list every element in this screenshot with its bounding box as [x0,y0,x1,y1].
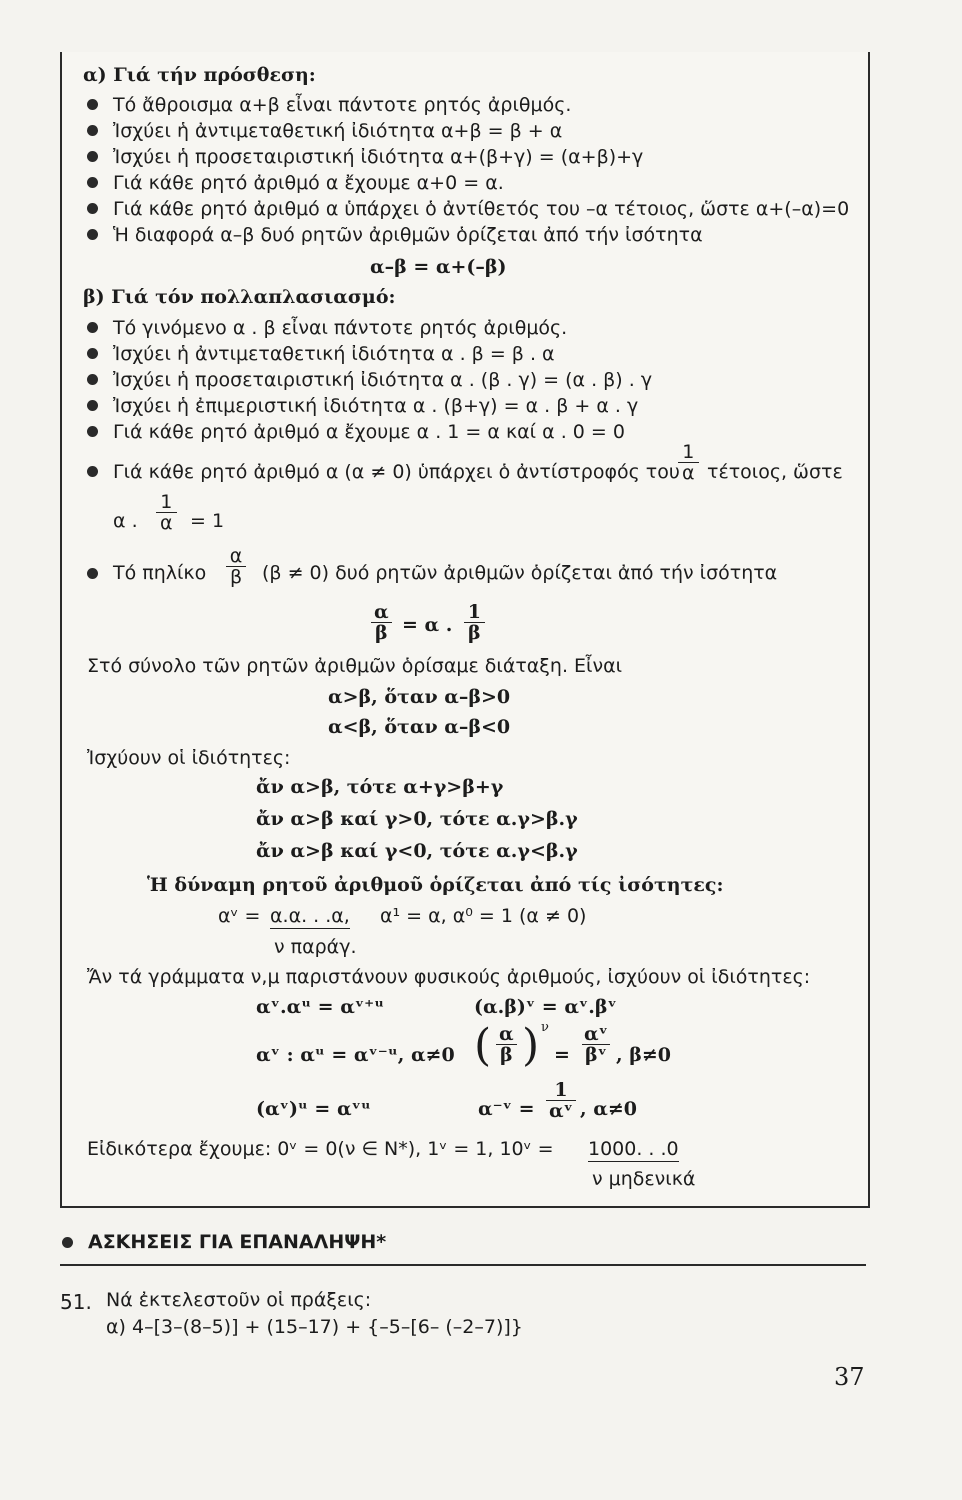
power-special-label: ν μηδενικά [592,1168,696,1190]
multiplication-heading: β) Γιά τόν πολλαπλασιασμό: [83,286,396,308]
quotient-formula-right-denominator: β [464,622,485,643]
ordering-prop: ἄν α>β καί γ<0, τότε α.γ<β.γ [256,840,578,862]
power-law-result-numerator: αᵛ [583,1023,608,1045]
exercise-number: 51. [60,1290,92,1314]
addition-item: Γιά κάθε ρητό ἀριθμό α ἔχουμε α+0 = α. [113,172,504,194]
bullet-icon [87,568,98,579]
inverse-eq-right: = 1 [190,510,225,532]
power-special-cases: Εἰδικότερα ἔχουμε: 0ᵛ = 0(ν ∈ N*), 1ᵛ = 1, 10ᵛ = [87,1138,554,1160]
power-law-exponent: ν [541,1020,549,1035]
ordering-props-label: Ἰσχύουν οἱ ἰδιότητες: [87,747,291,769]
difference-formula: α–β = α+(–β) [370,256,507,278]
exercises-heading: ΑΣΚΗΣΕΙΣ ΓΙΑ ΕΠΑΝΑΛΗΨΗ* [88,1231,387,1253]
multiplication-item: Τό γινόμενο α . β εἶναι πάντοτε ρητός ἀριθμός. [113,317,568,339]
section-divider [60,1264,866,1266]
exercise-item-a: α) 4–[3–(8–5)] + (15–17) + {–5–[6– (–2–7)]} [106,1316,523,1338]
power-law-product-base: (α.β)ᵛ = αᵛ.βᵛ [474,996,617,1018]
power-def-rest: α¹ = α, α⁰ = 1 (α ≠ 0) [380,905,587,927]
power-law-base-fraction [496,1024,517,1065]
power-law-result-denominator: βᵛ [582,1044,610,1065]
addition-item: Γιά κάθε ρητό ἀριθμό α ὑπάρχει ὁ ἀντίθετός του –α τέτοιος, ὥστε α+(–α)=0 [113,198,850,220]
bullet-icon [87,125,98,136]
addition-item: Ἰσχύει ἡ προσεταιριστική ἰδιότητα α+(β+γ) = (α+β)+γ [113,146,644,168]
quotient-text-a: Τό πηλίκο [113,562,207,584]
quotient-formula-mid: = α . [402,614,453,636]
bullet-icon [87,466,98,477]
power-law-negative-numerator: 1 [554,1079,568,1101]
bullet-icon [87,374,98,385]
bullet-icon [87,322,98,333]
multiplication-item: Γιά κάθε ρητό ἀριθμό α ἔχουμε α . 1 = α καί α . 0 = 0 [113,421,625,443]
addition-item: Ἰσχύει ἡ ἀντιμεταθετική ἰδιότητα α+β = β + α [113,120,563,142]
bullet-icon [87,177,98,188]
ordering-intro: Στό σύνολο τῶν ρητῶν ἀριθμῶν ὁρίσαμε διάταξη. Εἶναι [87,655,623,677]
quotient-formula-denominator: β [371,622,392,643]
addition-heading: α) Γιά τήν πρόσθεση: [83,64,316,86]
power-def-brace-label: ν παράγ. [274,936,357,958]
multiplication-item: Ἰσχύει ἡ ἀντιμεταθετική ἰδιότητα α . β = β . α [113,343,555,365]
multiplication-item: Ἰσχύει ἡ ἐπιμεριστική ἰδιότητα α . (β+γ) = α . β + α . γ [113,395,639,417]
bullet-icon [87,400,98,411]
quotient-text-b: (β ≠ 0) δυό ρητῶν ἀριθμῶν ὁρίζεται ἀπό τήν ἰσότητα [262,562,778,584]
inverse-eq-left: α . [113,510,138,532]
addition-item: Ἡ διαφορά α–β δυό ρητῶν ἀριθμῶν ὁρίζεται ἀπό τήν ἰσότητα [113,224,703,246]
equals-sign: = [554,1044,570,1066]
power-special-thousand: 1000. . .0 [588,1138,679,1160]
bullet-icon [87,151,98,162]
inverse-denominator: α [678,462,699,483]
power-law-negative-denominator: αᵛ [546,1100,576,1121]
power-law-quotient: αᵛ : αᵘ = αᵛ⁻ᵘ, α≠0 [256,1044,455,1066]
power-law-condition: , β≠0 [616,1044,671,1066]
quotient-numerator: α [229,545,243,567]
inverse-eq-numerator: 1 [160,491,173,513]
multiplication-item: Ἰσχύει ἡ προσεταιριστική ἰδιότητα α . (β . γ) = (α . β) . γ [113,369,653,391]
addition-item: Τό ἄθροισμα α+β εἶναι πάντοτε ρητός ἀριθμός. [113,94,572,116]
power-def-lhs: αᵛ = [218,905,261,927]
power-law-product: αᵛ.αᵘ = αᵛ⁺ᵘ [256,996,385,1018]
bullet-icon [87,426,98,437]
ordering-def-less: α<β, ὅταν α–β<0 [328,716,511,738]
bullet-icon [87,348,98,359]
inverse-eq-denominator: α [156,512,177,533]
right-paren: ) [522,1020,540,1071]
power-law-negative-fraction [546,1080,576,1121]
bullet-icon [62,1237,73,1248]
inverse-tail: τέτοιος, ὥστε [707,461,843,483]
quotient-fraction [226,546,246,587]
power-law-negative-lhs: α⁻ᵛ = [478,1098,535,1120]
page-number: 37 [834,1363,865,1391]
quotient-formula-numerator: α [374,601,389,623]
power-law-base-denominator: β [496,1044,517,1065]
power-law-negative-condition: , α≠0 [580,1098,637,1120]
inverse-numerator: 1 [682,441,695,463]
power-law-base-numerator: α [499,1023,514,1045]
exercise-prompt: Νά ἐκτελεστοῦν οἱ πράξεις: [106,1289,372,1311]
power-law-power: (αᵛ)ᵘ = αᵛᵘ [256,1098,371,1120]
bullet-icon [87,229,98,240]
power-def-product: α.α. . .α, [270,905,350,927]
inverse-eq-fraction [156,492,177,533]
power-heading: Ἡ δύναμη ρητοῦ ἀριθμοῦ ὁρίζεται ἀπό τίς ἰσότητες: [147,874,724,896]
power-laws-intro: Ἄν τά γράμματα ν,μ παριστάνουν φυσικούς ἀριθμούς, ἰσχύουν οἱ ἰδιότητες: [87,966,811,988]
quotient-denominator: β [226,566,246,587]
ordering-prop: ἄν α>β καί γ>0, τότε α.γ>β.γ [256,808,578,830]
inverse-text: Γιά κάθε ρητό ἀριθμό α (α ≠ 0) ὑπάρχει ὁ ἀντίστροφός του [113,461,680,483]
quotient-formula-fraction [371,602,392,643]
ordering-prop: ἄν α>β, τότε α+γ>β+γ [256,776,504,798]
bullet-icon [87,203,98,214]
ordering-def-greater: α>β, ὅταν α–β>0 [328,686,511,708]
quotient-formula-right-numerator: 1 [467,601,481,623]
inverse-fraction [678,442,699,483]
power-law-result-fraction [582,1024,610,1065]
bullet-icon [87,99,98,110]
quotient-formula-right-fraction [464,602,485,643]
left-paren: ( [474,1020,492,1071]
